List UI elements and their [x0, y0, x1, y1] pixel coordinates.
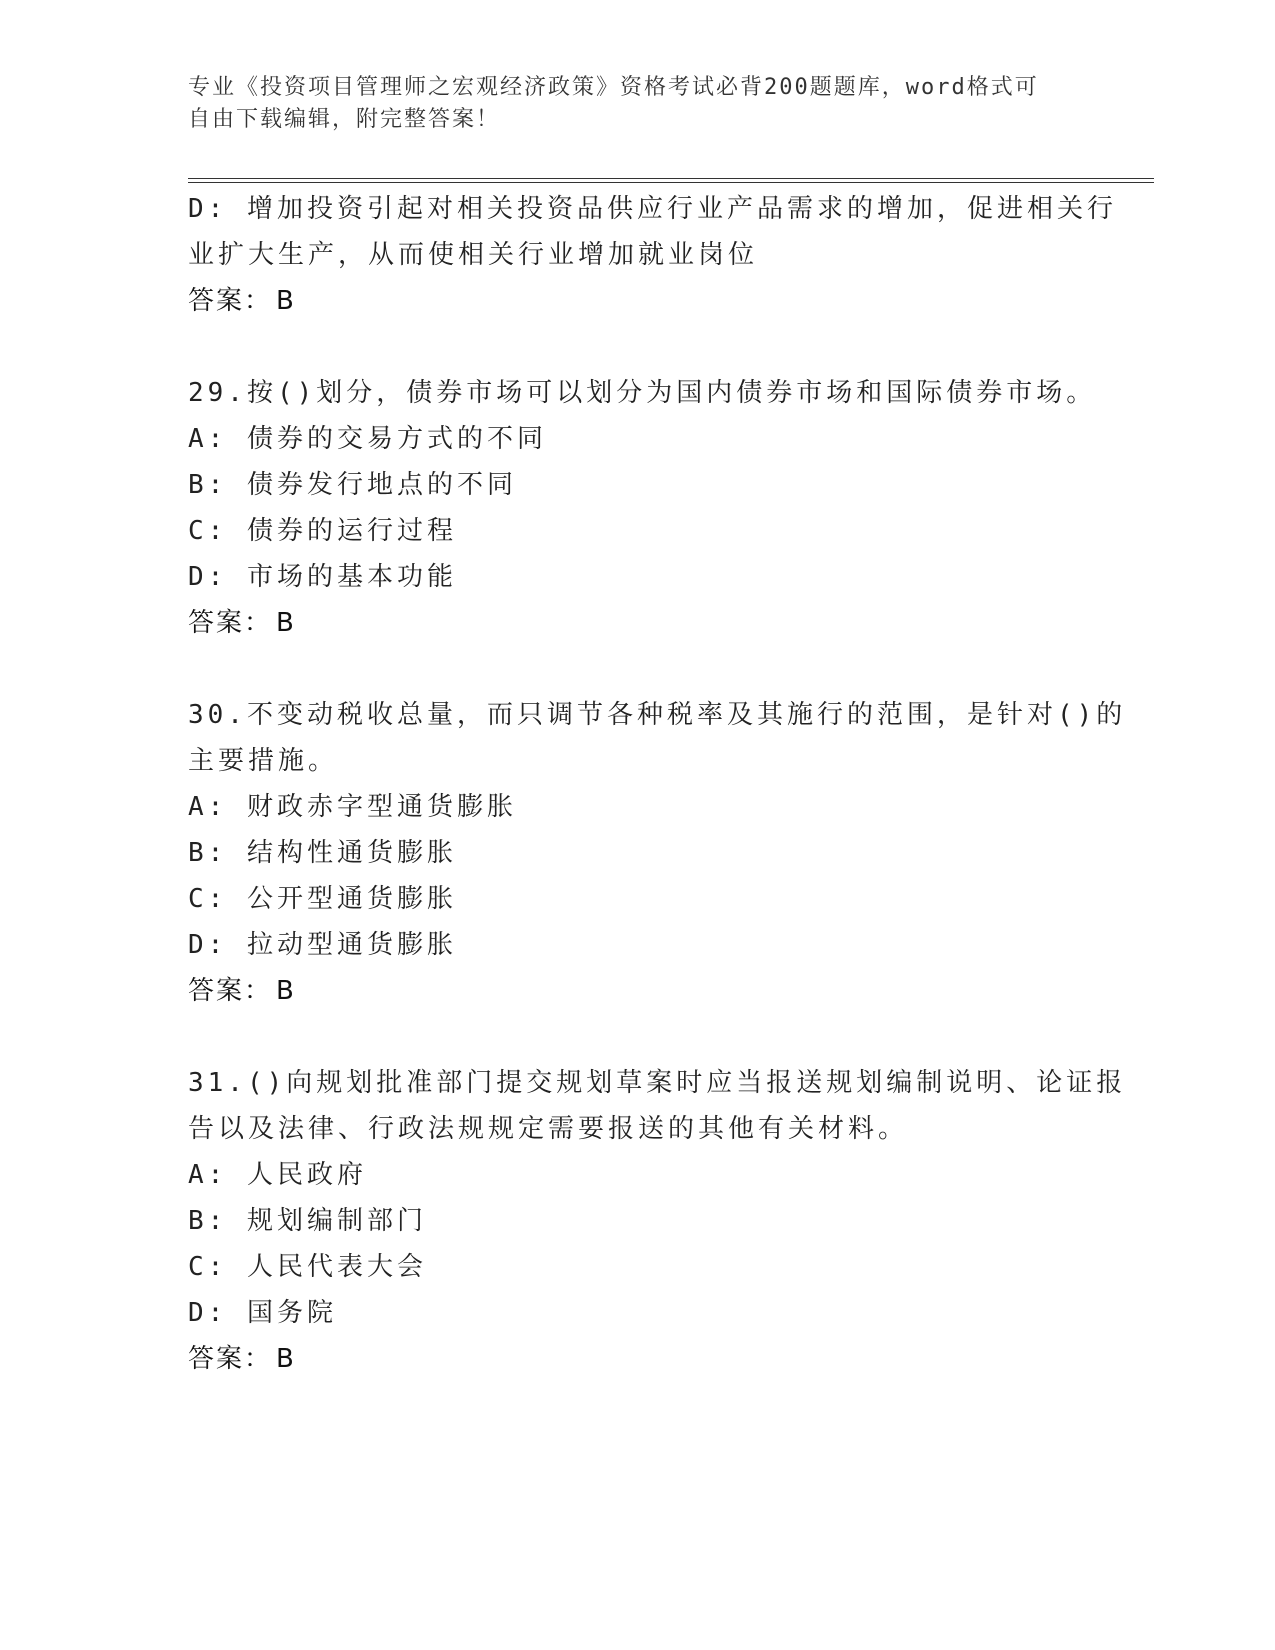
answer-line — [188, 278, 1088, 324]
option-a: A: 财政赤字型通货膨胀 — [188, 792, 517, 822]
option-c: C: 人民代表大会 — [188, 1252, 427, 1282]
question-30 — [188, 692, 1127, 1014]
answer-line — [188, 1336, 1088, 1382]
header-divider-bottom — [188, 182, 1154, 183]
option-a: A: 债券的交易方式的不同 — [188, 424, 547, 454]
question-31 — [188, 1060, 1127, 1382]
question-stem-line-1: 31.()向规划批准部门提交规划草案时应当报送规划编制说明、论证报 — [188, 1068, 1127, 1098]
question-29 — [188, 370, 1097, 646]
answer-key: B — [276, 286, 296, 316]
option-b: B: 债券发行地点的不同 — [188, 470, 517, 500]
option-d: D: 市场的基本功能 — [188, 562, 457, 592]
option-d: D: 拉动型通货膨胀 — [188, 930, 457, 960]
option-b: B: 规划编制部门 — [188, 1206, 427, 1236]
header-divider-top — [188, 178, 1154, 179]
answer-line — [188, 600, 1088, 646]
option-c: C: 公开型通货膨胀 — [188, 884, 457, 914]
option-b: B: 结构性通货膨胀 — [188, 838, 457, 868]
question-28-continuation — [188, 186, 1117, 324]
answer-label: 答案： — [188, 976, 273, 1006]
question-stem-line-2: 主要措施。 — [188, 746, 339, 776]
document-header — [188, 72, 1068, 136]
answer-line — [188, 968, 1088, 1014]
answer-key: B — [276, 976, 296, 1006]
option-d-line-1: D: 增加投资引起对相关投资品供应行业产品需求的增加，促进相关行 — [188, 194, 1117, 224]
option-c: C: 债券的运行过程 — [188, 516, 457, 546]
option-a: A: 人民政府 — [188, 1160, 367, 1190]
answer-label: 答案： — [188, 286, 273, 316]
option-d-line-2: 业扩大生产，从而使相关行业增加就业岗位 — [188, 240, 759, 270]
option-d: D: 国务院 — [188, 1298, 337, 1328]
header-title-line-2: 自由下载编辑，附完整答案！ — [188, 107, 501, 132]
question-stem-line-1: 30.不变动税收总量，而只调节各种税率及其施行的范围，是针对()的 — [188, 700, 1127, 730]
question-stem: 29.按()划分，债券市场可以划分为国内债券市场和国际债券市场。 — [188, 378, 1097, 408]
answer-key: B — [276, 1344, 296, 1374]
answer-label: 答案： — [188, 608, 273, 638]
question-list — [188, 186, 1127, 1428]
question-stem-line-2: 告以及法律、行政法规规定需要报送的其他有关材料。 — [188, 1114, 909, 1144]
header-title-line-1: 专业《投资项目管理师之宏观经济政策》资格考试必背200题题库，word格式可 — [188, 75, 1039, 100]
answer-label: 答案： — [188, 1344, 273, 1374]
answer-key: B — [276, 608, 296, 638]
